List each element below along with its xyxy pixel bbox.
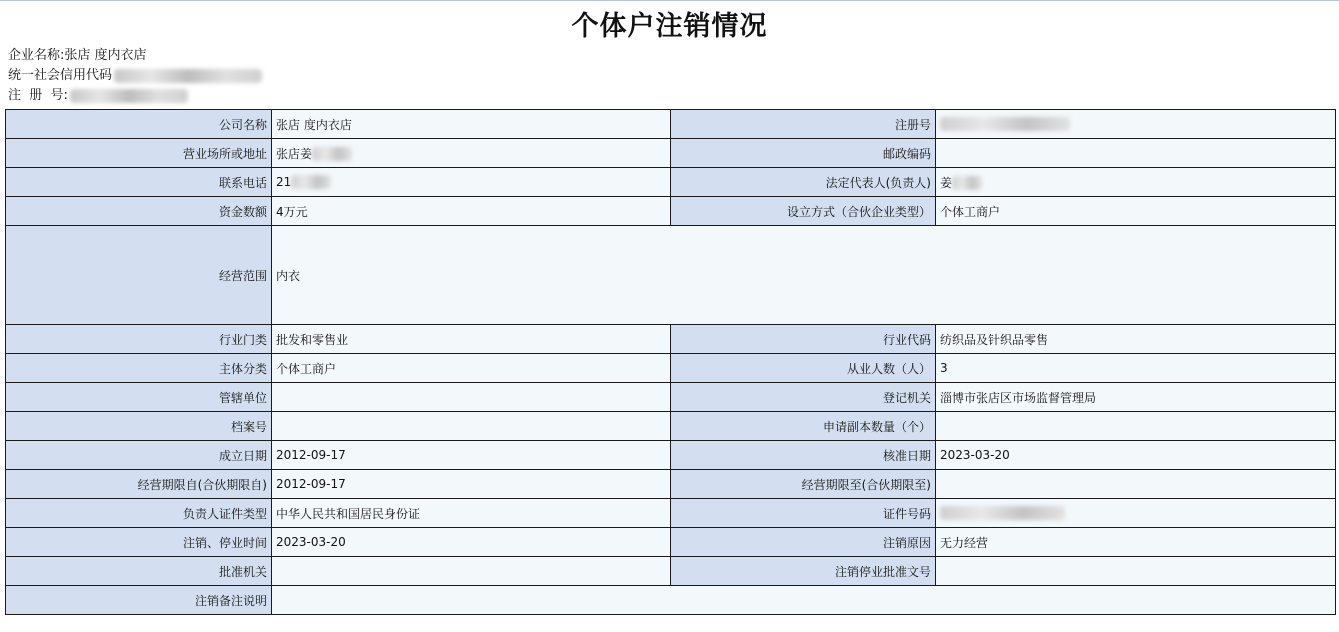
value-id-number: [936, 499, 1336, 528]
table-row: [6, 325, 1336, 354]
label-file-no: 档案号: [6, 412, 272, 441]
label-establish-method: 设立方式（合伙企业类型）: [671, 197, 936, 226]
value-approving-authority: [272, 557, 671, 586]
table-row: [6, 197, 1336, 226]
label-established-date: 成立日期: [6, 441, 272, 470]
credit-code-line: [8, 67, 262, 85]
value-deregistration-time: 2023-03-20: [272, 528, 671, 557]
label-employee-count: 从业人数（人）: [671, 354, 936, 383]
label-deregistration-time: 注销、停业时间: [6, 528, 272, 557]
company-name-line: [8, 47, 147, 65]
label-capital: 资金数额: [6, 197, 272, 226]
redacted-id-number: [940, 506, 1065, 520]
table-row: [6, 557, 1336, 586]
value-industry-code: 纺织品及针织品零售: [936, 325, 1336, 354]
value-file-no: [272, 412, 671, 441]
value-registration-authority: 淄博市张店区市场监督管理局: [936, 383, 1336, 412]
label-postal-code: 邮政编码: [671, 139, 936, 168]
table-row: [6, 412, 1336, 441]
value-deregistration-reason: 无力经营: [936, 528, 1336, 557]
value-entity-type: 个体工商户: [272, 354, 671, 383]
table-row: [6, 139, 1336, 168]
redacted-legal-rep: [952, 176, 982, 190]
label-id-number: 证件号码: [671, 499, 936, 528]
company-name-value: 张店 度内衣店: [64, 48, 147, 63]
value-remarks: [272, 586, 1336, 615]
label-jurisdiction: 管辖单位: [6, 383, 272, 412]
value-phone: 21: [272, 168, 671, 197]
reg-no-label: 注 册 号:: [8, 88, 68, 103]
table-row: [6, 528, 1336, 557]
value-copy-count: [936, 412, 1336, 441]
value-capital: 4万元: [272, 197, 671, 226]
label-business-scope: 经营范围: [6, 226, 272, 325]
label-company-name: 公司名称: [6, 110, 272, 139]
label-industry-code: 行业代码: [671, 325, 936, 354]
table-row: [6, 168, 1336, 197]
label-remarks: 注销备注说明: [6, 586, 272, 615]
company-name-label: 企业名称:: [8, 48, 65, 63]
redacted-credit-code: [114, 69, 262, 83]
label-approval-doc-no: 注销停业批准文号: [671, 557, 936, 586]
table-row: [6, 586, 1336, 615]
value-approval-doc-no: [936, 557, 1336, 586]
value-business-scope: 内衣: [272, 226, 1336, 325]
value-established-date: 2012-09-17: [272, 441, 671, 470]
value-company-name: 张店 度内衣店: [272, 110, 671, 139]
value-id-type: 中华人民共和国居民身份证: [272, 499, 671, 528]
value-employee-count: 3: [936, 354, 1336, 383]
redacted-address: [312, 147, 352, 161]
label-reg-no: 注册号: [671, 110, 936, 139]
table-row: [6, 441, 1336, 470]
label-entity-type: 主体分类: [6, 354, 272, 383]
table-row: [6, 226, 1336, 325]
label-term-from: 经营期限自(合伙期限自): [6, 470, 272, 499]
reg-no-line: [8, 87, 188, 105]
deregistration-table: [5, 109, 1336, 615]
table-row: [6, 383, 1336, 412]
label-phone: 联系电话: [6, 168, 272, 197]
value-postal-code: [936, 139, 1336, 168]
redacted-reg-no-cell: [940, 117, 1070, 131]
value-reg-no: [936, 110, 1336, 139]
label-legal-rep: 法定代表人(负责人): [671, 168, 936, 197]
value-term-from: 2012-09-17: [272, 470, 671, 499]
label-address: 营业场所或地址: [6, 139, 272, 168]
value-address: 张店姜: [272, 139, 671, 168]
value-approval-date: 2023-03-20: [936, 441, 1336, 470]
page-title: 个体户注销情况: [571, 11, 768, 42]
redacted-reg-no: [70, 89, 188, 103]
value-legal-rep: 姜: [936, 168, 1336, 197]
value-establish-method: 个体工商户: [936, 197, 1336, 226]
table-row: [6, 499, 1336, 528]
label-id-type: 负责人证件类型: [6, 499, 272, 528]
table-row: [6, 470, 1336, 499]
label-copy-count: 申请副本数量（个）: [671, 412, 936, 441]
redacted-phone: [291, 175, 331, 189]
label-deregistration-reason: 注销原因: [671, 528, 936, 557]
value-industry-category: 批发和零售业: [272, 325, 671, 354]
label-approving-authority: 批准机关: [6, 557, 272, 586]
table-row: [6, 110, 1336, 139]
value-term-to: [936, 470, 1336, 499]
label-term-to: 经营期限至(合伙期限至): [671, 470, 936, 499]
label-approval-date: 核准日期: [671, 441, 936, 470]
credit-code-label: 统一社会信用代码: [8, 68, 113, 83]
table-row: [6, 354, 1336, 383]
label-industry-category: 行业门类: [6, 325, 272, 354]
value-jurisdiction: [272, 383, 671, 412]
label-registration-authority: 登记机关: [671, 383, 936, 412]
